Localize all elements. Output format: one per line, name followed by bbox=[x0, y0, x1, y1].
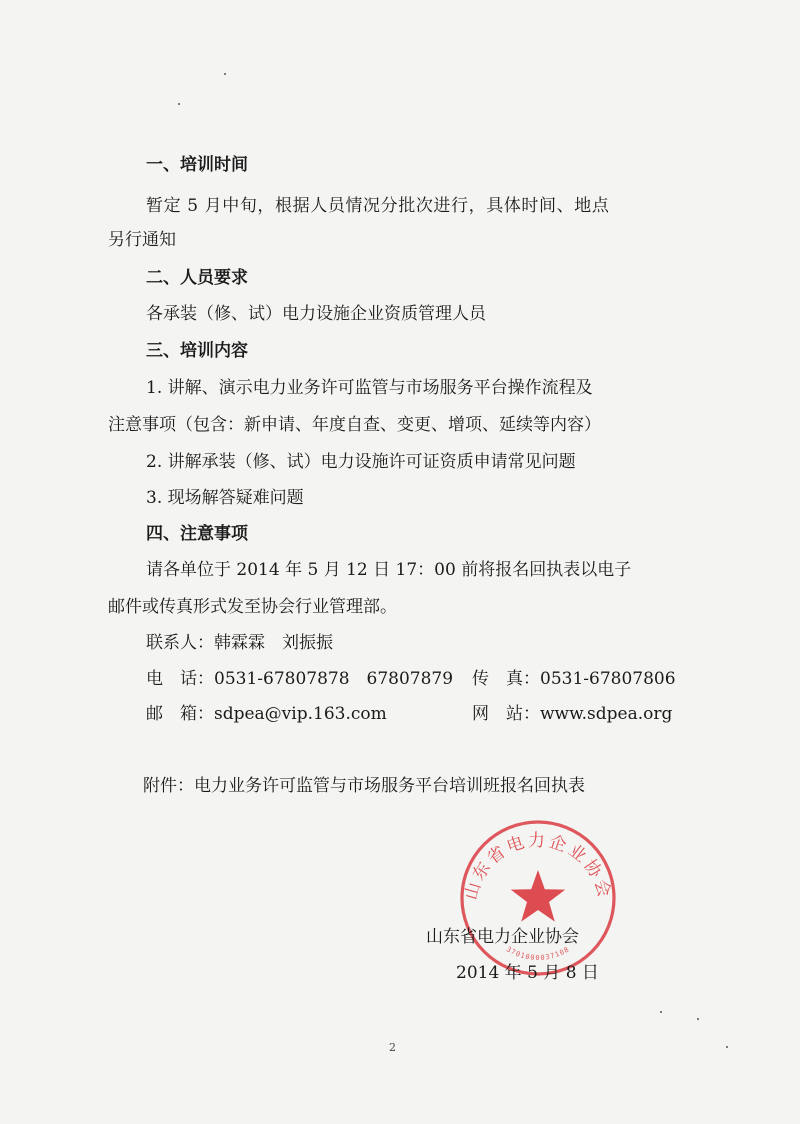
official-seal-stamp bbox=[458, 818, 618, 978]
scan-speck bbox=[178, 103, 180, 105]
fax-label: 传 真： bbox=[472, 669, 540, 689]
section-1-line-2: 另行通知 bbox=[108, 230, 176, 250]
scan-speck bbox=[697, 1018, 699, 1020]
scan-speck bbox=[660, 1011, 662, 1013]
section-2-line-1: 各承装（修、试）电力设施企业资质管理人员 bbox=[146, 304, 486, 324]
contact-website-row bbox=[472, 703, 672, 725]
scan-speck bbox=[224, 73, 226, 75]
phone-label: 电 话： bbox=[146, 669, 214, 689]
signature-date: 2014 年 5 月 8 日 bbox=[456, 963, 599, 983]
phone-value: 0531-67807878 67807879 bbox=[214, 669, 454, 689]
email-value: sdpea@vip.163.com bbox=[214, 704, 387, 724]
section-4-line-1: 请各单位于 2014 年 5 月 12 日 17：00 前将报名回执表以电子 bbox=[146, 560, 632, 580]
scan-speck bbox=[726, 1046, 728, 1048]
signature-organization: 山东省电力企业协会 bbox=[426, 927, 579, 947]
section-2-heading: 二、人员要求 bbox=[146, 268, 248, 288]
section-3-item-3: 3. 现场解答疑难问题 bbox=[146, 488, 304, 508]
section-3-item-2: 2. 讲解承装（修、试）电力设施许可证资质申请常见问题 bbox=[146, 452, 576, 472]
page-number: 2 bbox=[389, 1041, 396, 1054]
contact-phone-row bbox=[146, 668, 453, 690]
email-label: 邮 箱： bbox=[146, 704, 214, 724]
section-3-heading: 三、培训内容 bbox=[146, 341, 248, 361]
section-3-item-1-line-2: 注意事项（包含：新申请、年度自查、变更、增项、延续等内容） bbox=[108, 415, 601, 435]
section-3-item-1-line-1: 1. 讲解、演示电力业务许可监管与市场服务平台操作流程及 bbox=[146, 378, 593, 398]
seal-star-icon bbox=[511, 870, 565, 922]
section-1-line-1: 暂定 5 月中旬，根据人员情况分批次进行，具体时间、地点 bbox=[146, 196, 610, 216]
fax-value: 0531-67807806 bbox=[540, 669, 676, 689]
website-label: 网 站： bbox=[472, 704, 540, 724]
contact-people: 联系人：韩霖霖 刘振振 bbox=[146, 633, 333, 653]
section-1-heading: 一、培训时间 bbox=[146, 155, 248, 175]
contact-email-row bbox=[146, 703, 387, 725]
section-4-line-2: 邮件或传真形式发至协会行业管理部。 bbox=[108, 597, 397, 617]
contact-fax-row bbox=[472, 668, 676, 690]
seal-arc-text: 山东省电力企业协会 bbox=[461, 831, 615, 903]
seal-number-text: 3701000037108 bbox=[504, 945, 572, 962]
website-value: www.sdpea.org bbox=[540, 704, 673, 724]
attachment-note: 附件：电力业务许可监管与市场服务平台培训班报名回执表 bbox=[143, 776, 585, 796]
section-4-heading: 四、注意事项 bbox=[146, 524, 248, 544]
